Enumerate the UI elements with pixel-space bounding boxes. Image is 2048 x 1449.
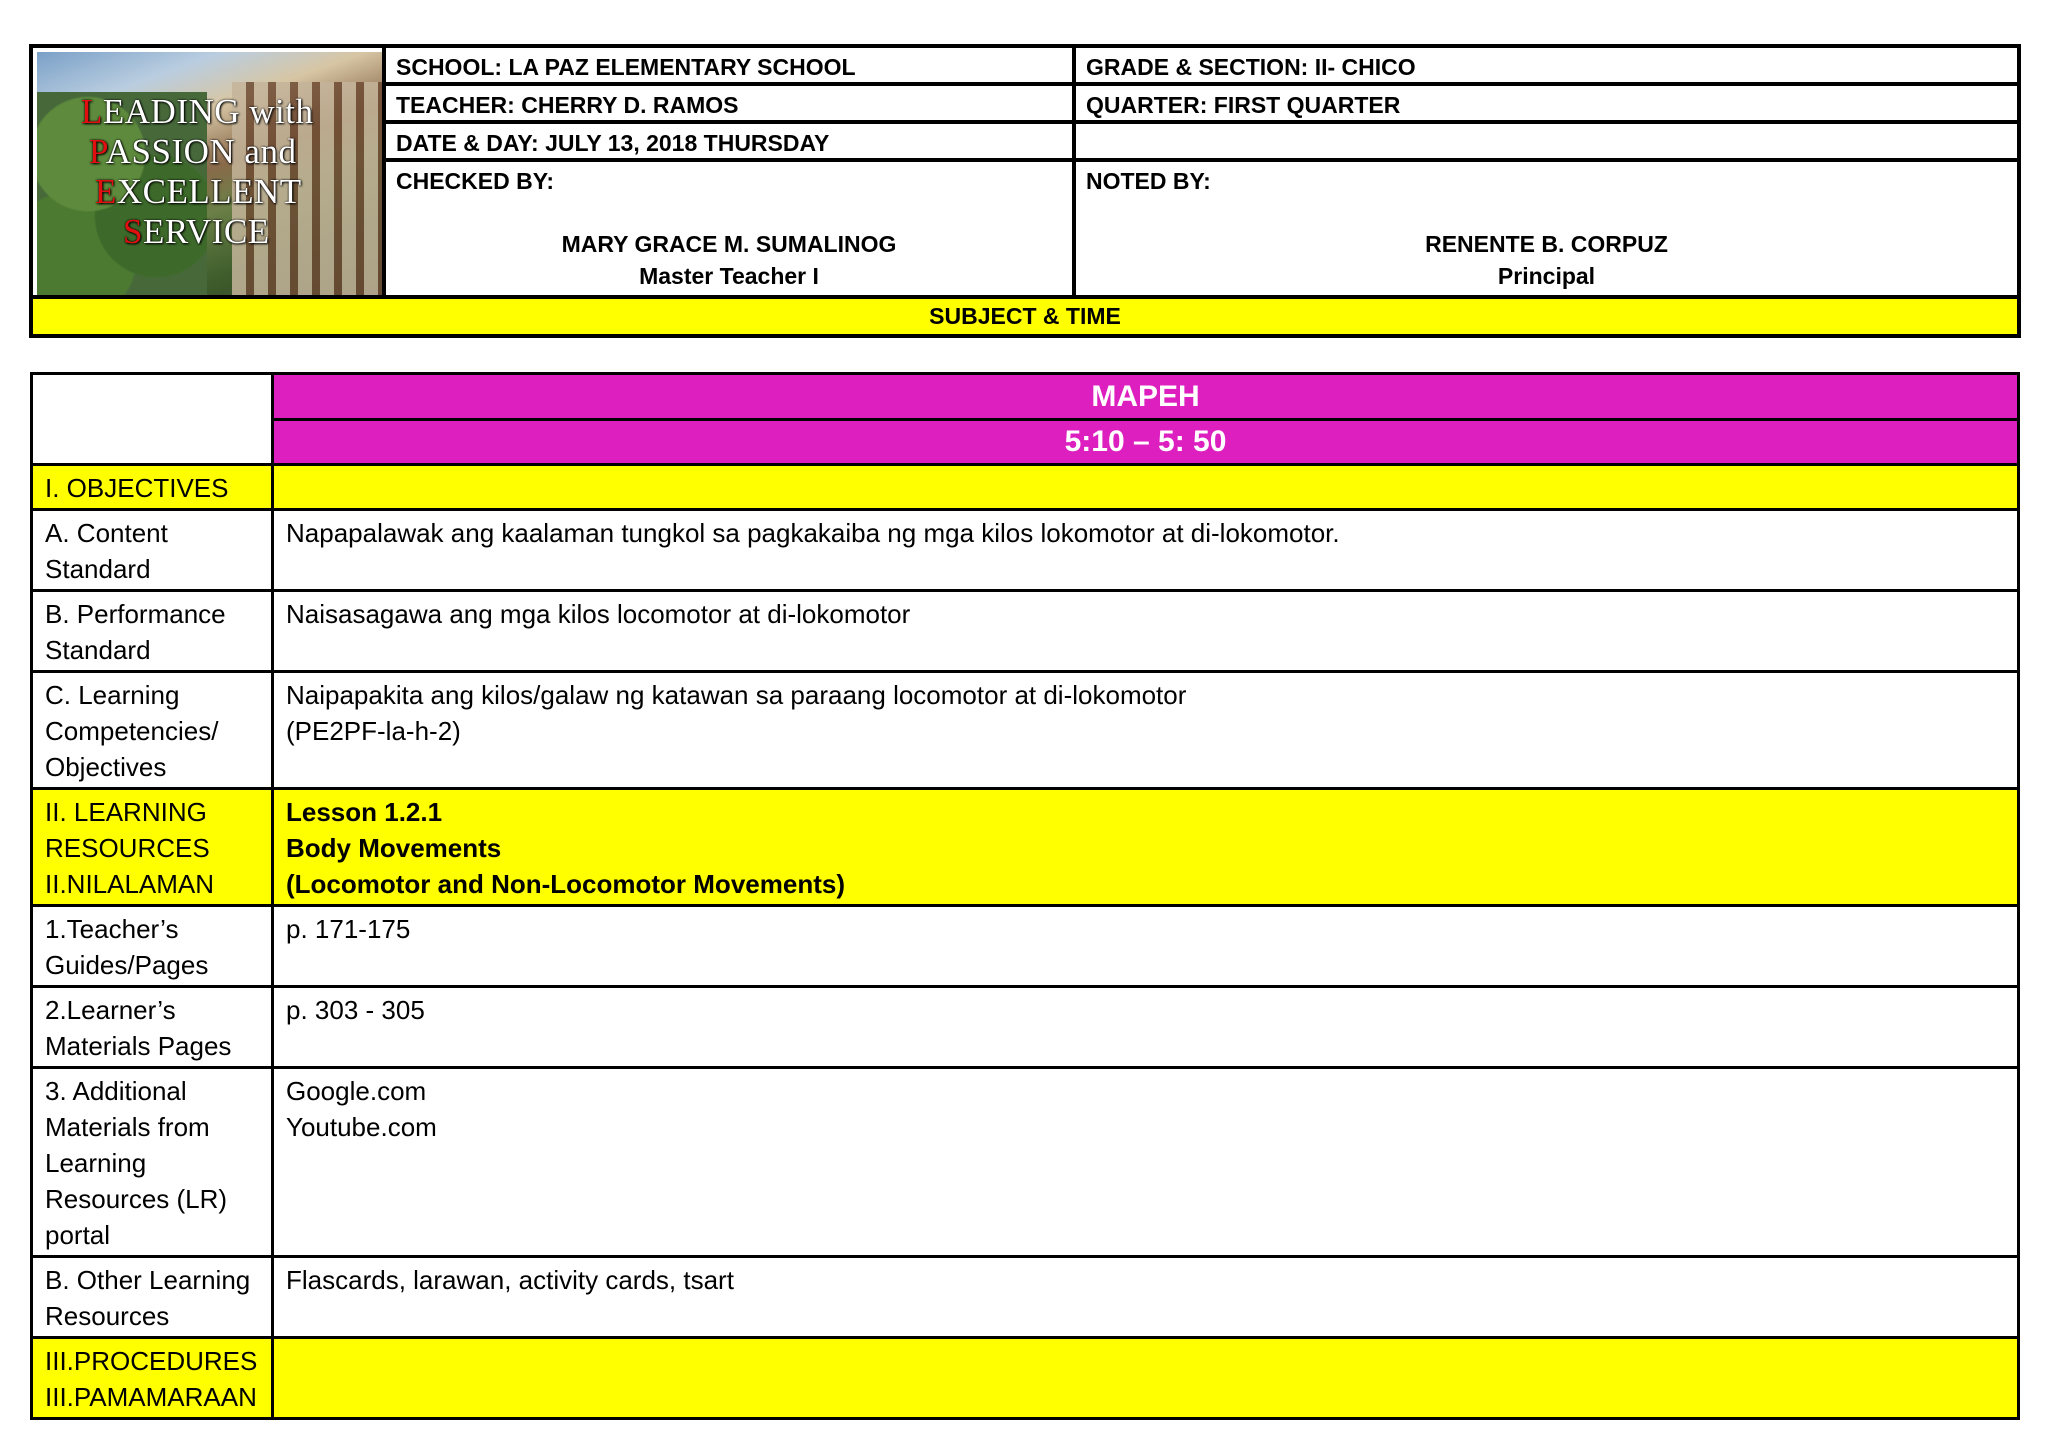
logo-motto: LEADING with PASSION and EXCELLENT SERVICE <box>81 92 314 251</box>
procedures-value <box>273 1338 2019 1419</box>
additional-materials-label: 3. Additional Materials from Learning Resources (LR) portal <box>32 1068 273 1257</box>
other-resources-value: Flascards, larawan, activity cards, tsart <box>273 1257 2019 1338</box>
noted-by-signature <box>1076 228 2017 292</box>
learning-competencies-label: C. Learning Competencies/ Objectives <box>32 672 273 789</box>
objectives-row <box>32 465 2019 510</box>
additional-materials-row <box>32 1068 2019 1257</box>
lesson-plan-table <box>30 372 2020 1420</box>
learners-materials-label: 2.Learner’s Materials Pages <box>32 987 273 1068</box>
lesson-plan-header <box>29 44 2021 338</box>
learning-competencies-row <box>32 672 2019 789</box>
other-resources-row <box>32 1257 2019 1338</box>
blank-corner-cell <box>32 374 273 465</box>
content-standard-row <box>32 510 2019 591</box>
noted-by-title: Principal <box>1497 263 1596 289</box>
performance-standard-value: Naisasagawa ang mga kilos locomotor at di-lokomotor <box>273 591 2019 672</box>
teachers-guide-row <box>32 906 2019 987</box>
header-divider <box>382 158 2017 162</box>
youtube-link-text: Youtube.com <box>286 1112 437 1142</box>
teachers-guide-value: p. 171-175 <box>273 906 2019 987</box>
learning-resources-label: II. LEARNING RESOURCES II.NILALAMAN <box>32 789 273 906</box>
school-logo-image <box>37 52 382 299</box>
performance-standard-row <box>32 591 2019 672</box>
performance-standard-label: B. Performance Standard <box>32 591 273 672</box>
learners-materials-row <box>32 987 2019 1068</box>
google-link-text: Google.com <box>286 1076 427 1106</box>
date-day-field: DATE & DAY: JULY 13, 2018 THURSDAY <box>396 130 830 156</box>
noted-by-name: RENENTE B. CORPUZ <box>1425 231 1668 257</box>
procedures-row <box>32 1338 2019 1419</box>
header-divider <box>382 120 2017 124</box>
procedures-label: III.PROCEDURES III.PAMAMARAAN <box>32 1338 273 1419</box>
content-standard-value: Napapalawak ang kaalaman tungkol sa pagkakaiba ng mga kilos lokomotor at di-lokomotor. <box>273 510 2019 591</box>
header-divider <box>382 82 2017 86</box>
checked-by-signature <box>386 228 1072 292</box>
checked-by-title: Master Teacher I <box>639 263 819 289</box>
school-field: SCHOOL: LA PAZ ELEMENTARY SCHOOL <box>396 54 856 80</box>
objectives-value <box>273 465 2019 510</box>
teachers-guide-label: 1.Teacher’s Guides/Pages <box>32 906 273 987</box>
checked-by-name: MARY GRACE M. SUMALINOG <box>561 231 897 257</box>
other-resources-label: B. Other Learning Resources <box>32 1257 273 1338</box>
noted-by-label: NOTED BY: <box>1086 168 1211 194</box>
objectives-label: I. OBJECTIVES <box>32 465 273 510</box>
learning-competencies-value: Naipapakita ang kilos/galaw ng katawan sa paraang locomotor at di-lokomotor (PE2PF-la-h-2) <box>273 672 2019 789</box>
checked-by-label: CHECKED BY: <box>396 168 555 194</box>
subject-time-bar: SUBJECT & TIME <box>33 299 2017 334</box>
teacher-field: TEACHER: CHERRY D. RAMOS <box>396 92 739 118</box>
quarter-field: QUARTER: FIRST QUARTER <box>1086 92 1401 118</box>
subject-header: MAPEH <box>273 374 2019 420</box>
lesson-title-value: Lesson 1.2.1 Body Movements (Locomotor and Non-Locomotor Movements) <box>273 789 2019 906</box>
learning-resources-row <box>32 789 2019 906</box>
additional-materials-value <box>273 1068 2019 1257</box>
time-header: 5:10 – 5: 50 <box>273 420 2019 465</box>
learners-materials-value: p. 303 - 305 <box>273 987 2019 1068</box>
grade-section-field: GRADE & SECTION: II- CHICO <box>1086 54 1416 80</box>
content-standard-label: A. Content Standard <box>32 510 273 591</box>
